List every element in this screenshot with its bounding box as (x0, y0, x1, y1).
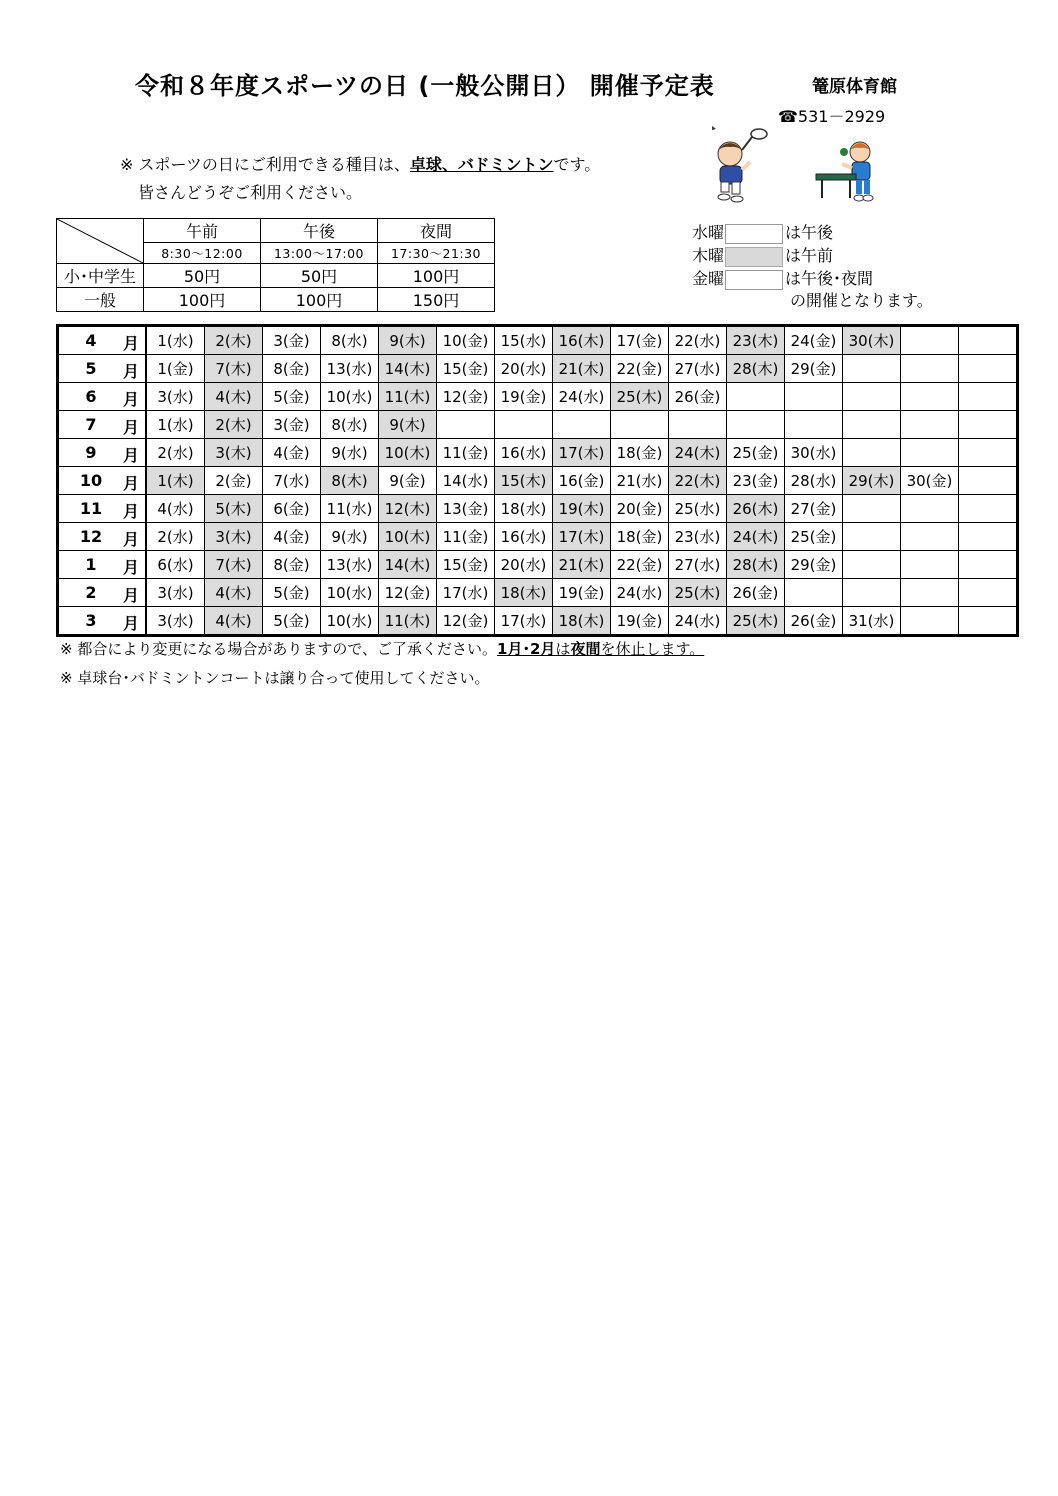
schedule-day-cell: 30(木) (843, 326, 901, 355)
schedule-day-cell: 4(水) (146, 495, 205, 523)
schedule-day-cell: 13(水) (321, 355, 379, 383)
month-unit: 月 (122, 614, 139, 633)
schedule-day-cell (959, 383, 1018, 411)
schedule-row (58, 383, 1018, 411)
schedule-day-cell: 9(金) (379, 467, 437, 495)
schedule-day-cell: 15(木) (495, 467, 553, 495)
legend-day: 金曜 (692, 269, 725, 288)
schedule-day-cell: 11(木) (379, 383, 437, 411)
footer-note-mid: は (555, 640, 571, 658)
schedule-day-cell: 19(金) (495, 383, 553, 411)
schedule-day-cell: 26(金) (669, 383, 727, 411)
schedule-day-cell: 20(金) (611, 495, 669, 523)
schedule-day-cell: 18(木) (553, 607, 611, 636)
schedule-day-cell: 3(木) (205, 439, 263, 467)
month-number: 4 (85, 331, 97, 350)
schedule-day-cell: 12(金) (437, 383, 495, 411)
month-number: 11 (79, 499, 103, 518)
price-cell: 150円 (378, 288, 495, 312)
schedule-day-cell (843, 439, 901, 467)
schedule-day-cell (785, 579, 843, 607)
schedule-day-cell: 20(水) (495, 551, 553, 579)
schedule-day-cell: 28(水) (785, 467, 843, 495)
schedule-day-cell: 8(木) (321, 467, 379, 495)
legend-swatch (725, 247, 783, 267)
schedule-day-cell (843, 579, 901, 607)
schedule-day-cell: 29(金) (785, 551, 843, 579)
schedule-day-cell: 1(金) (146, 355, 205, 383)
schedule-day-cell (959, 495, 1018, 523)
schedule-day-cell: 5(金) (263, 579, 321, 607)
schedule-day-cell: 12(木) (379, 495, 437, 523)
month-label (58, 411, 147, 439)
schedule-day-cell: 19(木) (553, 495, 611, 523)
schedule-day-cell: 2(金) (205, 467, 263, 495)
period-night: 夜間 (378, 219, 495, 243)
phone-number: ☎531－2929 (778, 107, 886, 126)
schedule-day-cell: 6(金) (263, 495, 321, 523)
schedule-day-cell: 14(木) (379, 551, 437, 579)
schedule-day-cell: 30(水) (785, 439, 843, 467)
schedule-day-cell: 27(水) (669, 551, 727, 579)
schedule-day-cell: 24(水) (669, 607, 727, 636)
schedule-day-cell (785, 411, 843, 439)
schedule-day-cell: 21(水) (611, 467, 669, 495)
schedule-day-cell: 9(水) (321, 523, 379, 551)
month-number: 3 (85, 611, 97, 630)
schedule-day-cell: 13(金) (437, 495, 495, 523)
schedule-day-cell (901, 411, 959, 439)
schedule-day-cell: 15(金) (437, 355, 495, 383)
schedule-day-cell: 2(木) (205, 326, 263, 355)
legend-wednesday (692, 220, 833, 242)
month-label (58, 495, 147, 523)
schedule-day-cell: 8(水) (321, 326, 379, 355)
schedule-day-cell: 8(金) (263, 551, 321, 579)
schedule-day-cell (727, 411, 785, 439)
schedule-table (56, 324, 1019, 637)
page-title: 令和８年度スポーツの日 (一般公開日） 開催予定表 (135, 72, 715, 100)
legend-day: 水曜 (692, 223, 725, 242)
schedule-day-cell: 23(金) (727, 467, 785, 495)
footer-note-months: 1月･2月 (497, 640, 556, 658)
schedule-day-cell: 10(木) (379, 523, 437, 551)
month-unit: 月 (122, 418, 139, 437)
schedule-day-cell: 23(水) (669, 523, 727, 551)
month-label (58, 579, 147, 607)
schedule-day-cell (901, 607, 959, 636)
month-number: 6 (85, 387, 97, 406)
schedule-day-cell (959, 411, 1018, 439)
intro-note (120, 152, 600, 175)
schedule-day-cell: 3(水) (146, 579, 205, 607)
schedule-day-cell: 11(金) (437, 523, 495, 551)
schedule-day-cell: 30(金) (901, 467, 959, 495)
schedule-day-cell: 26(木) (727, 495, 785, 523)
schedule-day-cell (611, 411, 669, 439)
schedule-day-cell: 5(金) (263, 607, 321, 636)
schedule-day-cell: 26(金) (727, 579, 785, 607)
schedule-day-cell: 1(水) (146, 326, 205, 355)
schedule-day-cell (727, 383, 785, 411)
legend-text: は午前 (785, 246, 834, 265)
schedule-day-cell: 21(木) (553, 551, 611, 579)
schedule-row (58, 607, 1018, 636)
schedule-row (58, 495, 1018, 523)
schedule-day-cell: 17(木) (553, 439, 611, 467)
price-row-label: 一般 (57, 288, 144, 312)
schedule-day-cell: 10(水) (321, 383, 379, 411)
schedule-day-cell: 24(木) (669, 439, 727, 467)
schedule-day-cell: 4(木) (205, 607, 263, 636)
price-cell: 50円 (261, 264, 378, 288)
schedule-day-cell: 26(金) (785, 607, 843, 636)
schedule-day-cell: 5(金) (263, 383, 321, 411)
schedule-day-cell: 19(金) (553, 579, 611, 607)
schedule-day-cell: 16(水) (495, 439, 553, 467)
legend-text: は午後･夜間 (785, 269, 874, 288)
month-label (58, 467, 147, 495)
schedule-row (58, 551, 1018, 579)
month-label (58, 523, 147, 551)
schedule-day-cell: 17(水) (437, 579, 495, 607)
price-table-corner (57, 219, 144, 264)
schedule-day-cell (959, 467, 1018, 495)
schedule-day-cell: 22(金) (611, 551, 669, 579)
period-pm: 午後 (261, 219, 378, 243)
schedule-day-cell: 3(水) (146, 607, 205, 636)
schedule-day-cell (785, 383, 843, 411)
schedule-day-cell (901, 326, 959, 355)
schedule-day-cell: 2(水) (146, 439, 205, 467)
schedule-day-cell: 13(水) (321, 551, 379, 579)
schedule-day-cell: 8(水) (321, 411, 379, 439)
month-number: 5 (85, 359, 97, 378)
schedule-day-cell (959, 551, 1018, 579)
schedule-day-cell: 3(木) (205, 523, 263, 551)
badminton-player-icon (704, 120, 776, 204)
schedule-day-cell: 9(木) (379, 411, 437, 439)
schedule-day-cell: 20(水) (495, 355, 553, 383)
schedule-day-cell (843, 523, 901, 551)
schedule-day-cell: 7(水) (263, 467, 321, 495)
footer-note-night: 夜間 (570, 640, 601, 658)
time-pm: 13:00～17:00 (261, 243, 378, 264)
schedule-day-cell (901, 523, 959, 551)
price-cell: 50円 (144, 264, 261, 288)
table-tennis-player-icon (814, 140, 890, 202)
schedule-day-cell: 4(金) (263, 523, 321, 551)
footer-note-share: ※ 卓球台･バドミントンコートは譲り合って使用してください。 (60, 669, 490, 687)
legend-swatch (725, 224, 783, 244)
price-row-label: 小･中学生 (57, 264, 144, 288)
schedule-day-cell (959, 523, 1018, 551)
schedule-day-cell: 18(木) (495, 579, 553, 607)
price-row-students (57, 264, 495, 288)
schedule-day-cell: 4(木) (205, 579, 263, 607)
schedule-day-cell: 15(水) (495, 326, 553, 355)
schedule-day-cell: 15(金) (437, 551, 495, 579)
schedule-day-cell: 24(水) (553, 383, 611, 411)
intro-note-prefix: ※ スポーツの日にご利用できる種目は、 (120, 155, 410, 174)
schedule-day-cell (553, 411, 611, 439)
month-number: 1 (85, 555, 97, 574)
schedule-day-cell (959, 355, 1018, 383)
schedule-day-cell: 16(水) (495, 523, 553, 551)
schedule-day-cell: 19(金) (611, 607, 669, 636)
month-number: 7 (85, 415, 97, 434)
schedule-day-cell: 24(金) (785, 326, 843, 355)
schedule-day-cell (843, 495, 901, 523)
schedule-day-cell: 22(金) (611, 355, 669, 383)
month-unit: 月 (122, 362, 139, 381)
month-number: 10 (79, 471, 103, 490)
schedule-row (58, 523, 1018, 551)
schedule-day-cell: 4(木) (205, 383, 263, 411)
month-unit: 月 (122, 530, 139, 549)
schedule-row (58, 579, 1018, 607)
schedule-day-cell: 10(木) (379, 439, 437, 467)
schedule-day-cell: 14(水) (437, 467, 495, 495)
schedule-day-cell (843, 411, 901, 439)
month-unit: 月 (122, 474, 139, 493)
legend-thursday (692, 243, 833, 265)
schedule-day-cell: 27(水) (669, 355, 727, 383)
schedule-day-cell: 10(金) (437, 326, 495, 355)
schedule-day-cell: 8(金) (263, 355, 321, 383)
price-cell: 100円 (378, 264, 495, 288)
schedule-day-cell: 2(水) (146, 523, 205, 551)
schedule-day-cell: 18(水) (495, 495, 553, 523)
schedule-day-cell (901, 495, 959, 523)
footer-note-change (60, 638, 704, 659)
month-label (58, 551, 147, 579)
facility-name: 篭原体育館 (812, 77, 897, 97)
schedule-day-cell: 12(金) (379, 579, 437, 607)
schedule-day-cell: 31(水) (843, 607, 901, 636)
price-cell: 100円 (144, 288, 261, 312)
schedule-day-cell: 7(木) (205, 551, 263, 579)
schedule-day-cell: 3(金) (263, 326, 321, 355)
schedule-day-cell (901, 579, 959, 607)
month-unit: 月 (122, 502, 139, 521)
month-unit: 月 (122, 586, 139, 605)
schedule-day-cell: 3(水) (146, 383, 205, 411)
schedule-day-cell: 4(金) (263, 439, 321, 467)
schedule-day-cell: 25(水) (669, 495, 727, 523)
month-unit: 月 (122, 334, 139, 353)
schedule-day-cell (901, 551, 959, 579)
schedule-day-cell: 7(木) (205, 355, 263, 383)
intro-note-sports: 卓球、バドミントン (409, 155, 554, 174)
schedule-day-cell: 1(水) (146, 411, 205, 439)
schedule-day-cell (959, 607, 1018, 636)
legend-text: は午後 (785, 223, 834, 242)
schedule-day-cell: 11(金) (437, 439, 495, 467)
time-am: 8:30～12:00 (144, 243, 261, 264)
schedule-day-cell: 11(木) (379, 607, 437, 636)
schedule-day-cell (843, 355, 901, 383)
month-label (58, 326, 147, 355)
schedule-day-cell (959, 439, 1018, 467)
schedule-day-cell: 21(木) (553, 355, 611, 383)
schedule-day-cell: 25(金) (785, 523, 843, 551)
month-label (58, 439, 147, 467)
intro-note-suffix: です。 (553, 155, 601, 174)
legend-day: 木曜 (692, 246, 725, 265)
schedule-row (58, 439, 1018, 467)
month-number: 9 (85, 443, 97, 462)
schedule-day-cell: 10(水) (321, 579, 379, 607)
schedule-day-cell (843, 551, 901, 579)
schedule-day-cell (901, 383, 959, 411)
schedule-day-cell: 1(木) (146, 467, 205, 495)
price-cell: 100円 (261, 288, 378, 312)
schedule-day-cell: 17(木) (553, 523, 611, 551)
schedule-day-cell (959, 326, 1018, 355)
schedule-day-cell: 12(金) (437, 607, 495, 636)
schedule-day-cell: 27(金) (785, 495, 843, 523)
schedule-day-cell: 29(金) (785, 355, 843, 383)
schedule-day-cell: 17(水) (495, 607, 553, 636)
schedule-day-cell: 28(木) (727, 355, 785, 383)
schedule-row (58, 467, 1018, 495)
month-unit: 月 (122, 446, 139, 465)
schedule-day-cell: 5(木) (205, 495, 263, 523)
schedule-day-cell: 24(木) (727, 523, 785, 551)
schedule-day-cell: 14(木) (379, 355, 437, 383)
legend-friday (692, 266, 873, 288)
schedule-day-cell: 25(木) (727, 607, 785, 636)
schedule-day-cell: 18(金) (611, 439, 669, 467)
schedule-day-cell (901, 355, 959, 383)
schedule-day-cell: 23(木) (727, 326, 785, 355)
month-label (58, 355, 147, 383)
schedule-day-cell: 28(木) (727, 551, 785, 579)
schedule-day-cell: 25(金) (727, 439, 785, 467)
schedule-day-cell (437, 411, 495, 439)
schedule-day-cell (495, 411, 553, 439)
schedule-day-cell (669, 411, 727, 439)
month-unit: 月 (122, 558, 139, 577)
schedule-day-cell: 16(金) (553, 467, 611, 495)
schedule-row (58, 355, 1018, 383)
month-unit: 月 (122, 390, 139, 409)
period-am: 午前 (144, 219, 261, 243)
schedule-day-cell: 22(水) (669, 326, 727, 355)
schedule-day-cell (901, 439, 959, 467)
price-table (56, 218, 495, 312)
schedule-day-cell: 10(水) (321, 607, 379, 636)
schedule-row (58, 326, 1018, 355)
schedule-day-cell: 9(水) (321, 439, 379, 467)
schedule-day-cell (959, 579, 1018, 607)
intro-note-line2: 皆さんどうぞご利用ください。 (138, 183, 363, 202)
schedule-day-cell: 25(木) (611, 383, 669, 411)
schedule-day-cell (843, 383, 901, 411)
time-night: 17:30～21:30 (378, 243, 495, 264)
price-row-general (57, 288, 495, 312)
schedule-day-cell: 17(金) (611, 326, 669, 355)
schedule-day-cell: 3(金) (263, 411, 321, 439)
legend-swatch (725, 270, 783, 290)
schedule-day-cell: 24(水) (611, 579, 669, 607)
schedule-day-cell: 22(木) (669, 467, 727, 495)
month-number: 12 (79, 527, 103, 546)
schedule-row (58, 411, 1018, 439)
schedule-day-cell: 18(金) (611, 523, 669, 551)
schedule-day-cell: 6(水) (146, 551, 205, 579)
schedule-day-cell: 29(木) (843, 467, 901, 495)
legend-suffix: の開催となります。 (790, 291, 933, 310)
month-number: 2 (85, 583, 97, 602)
footer-note-end: を休止します。 (600, 640, 705, 658)
month-label (58, 383, 147, 411)
schedule-day-cell: 16(木) (553, 326, 611, 355)
schedule-day-cell: 2(木) (205, 411, 263, 439)
schedule-day-cell: 11(水) (321, 495, 379, 523)
schedule-day-cell: 9(木) (379, 326, 437, 355)
footer-note-prefix: ※ 都合により変更になる場合がありますので、ご了承ください。 (60, 640, 498, 658)
month-label (58, 607, 147, 636)
schedule-day-cell: 25(木) (669, 579, 727, 607)
